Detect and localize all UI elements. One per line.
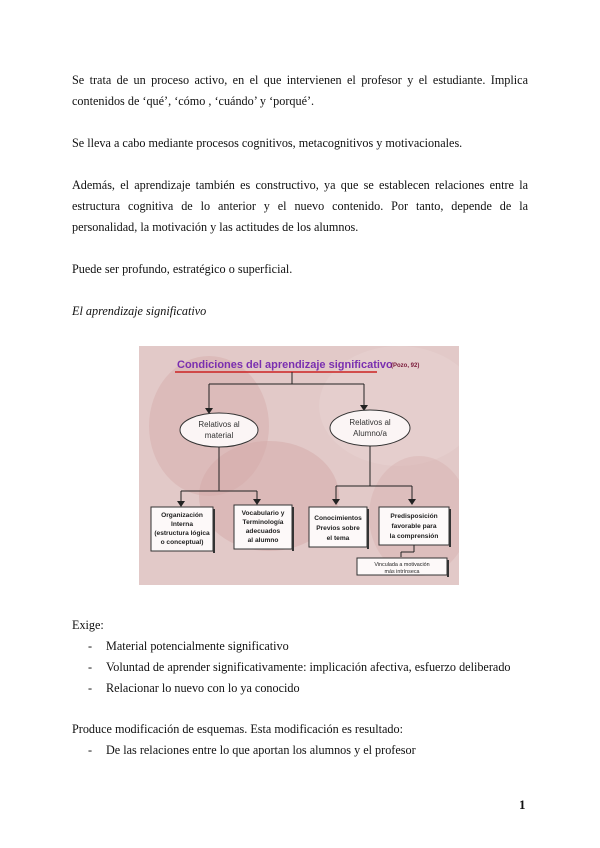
list-item — [88, 657, 511, 677]
list-item-text: De las relaciones entre lo que aportan los alumnos y el profesor — [106, 743, 416, 757]
bullet-dash: - — [88, 660, 93, 674]
bullet-dash: - — [88, 743, 93, 757]
box-predisposicion-line-1: Predisposición — [390, 513, 438, 520]
paragraph-4: Puede ser profundo, estratégico o superficial. — [72, 262, 293, 276]
paragraph-3-line-1: Además, el aprendizaje también es constructivo, ya que se establecen relaciones entre la — [72, 178, 528, 192]
list-item-text: Relacionar lo nuevo con lo ya conocido — [106, 681, 300, 695]
box-predisposicion-line-2: favorable para — [391, 523, 437, 530]
node-alumno-line-1: Relativos al — [349, 418, 391, 427]
node-material-line-2: material — [204, 431, 234, 440]
list-item-text: Voluntad de aprender significativamente: implicación afectiva, esfuerzo deliberado — [106, 660, 511, 674]
box-shadow — [292, 507, 294, 551]
paragraph-1-line-2: contenidos de ‘qué’, ‘cómo , ‘cuándo’ y ‘porqué’. — [72, 94, 315, 108]
box-vocabulario-line-4: al alumno — [247, 537, 279, 544]
node-alumno-line-2: Alumno/a — [353, 429, 387, 438]
box-conocimientos-line-1: Conocimientos — [314, 515, 362, 522]
list-item — [88, 678, 300, 698]
bullet-dash: - — [88, 681, 93, 695]
paragraph-1-line-1: Se trata de un proceso activo, en el que intervienen el profesor y el estudiante. Implica — [72, 73, 528, 87]
exige-label: Exige: — [72, 618, 104, 632]
node-material-line-1: Relativos al — [198, 420, 240, 429]
node-alumno — [330, 410, 410, 446]
box-organizacion-line-1: Organización — [161, 512, 203, 519]
box-shadow — [213, 509, 215, 553]
box-motivacion-line-1: Vinculada a motivación — [374, 562, 430, 568]
page-number: 1 — [519, 797, 526, 812]
arrow-head — [177, 501, 185, 507]
diagram-svg — [139, 346, 459, 585]
box-organizacion-line-2: Interna — [171, 521, 193, 528]
list-item — [88, 740, 416, 760]
paragraph-3-line-2: estructura cognitiva de lo anterior y el nuevo contenido. Por tanto, depende de la — [72, 199, 528, 213]
box-organizacion-line-4: o conceptual) — [160, 539, 204, 546]
node-material — [180, 413, 258, 447]
section-heading: El aprendizaje significativo — [72, 304, 207, 318]
box-organizacion-line-3: (estructura lógica — [154, 530, 210, 537]
diagram-figure — [139, 346, 459, 585]
list-item — [88, 636, 289, 656]
diagram-citation: (Pozo, 92) — [391, 363, 420, 369]
box-shadow — [447, 560, 449, 577]
box-conocimientos-line-3: el tema — [326, 535, 350, 542]
bullet-dash: - — [88, 639, 93, 653]
box-shadow — [449, 509, 451, 547]
box-motivacion-line-2: más intrínseca — [384, 569, 420, 575]
box-vocabulario-line-3: adecuados — [245, 528, 281, 535]
list-item-text: Material potencialmente significativo — [106, 639, 289, 653]
box-vocabulario-line-2: Terminología — [242, 519, 284, 526]
box-vocabulario-line-1: Vocabulario y — [241, 510, 285, 517]
box-shadow — [367, 509, 369, 549]
produce-label: Produce modificación de esquemas. Esta modificación es resultado: — [72, 722, 403, 736]
paragraph-2: Se lleva a cabo mediante procesos cognitivos, metacognitivos y motivacionales. — [72, 136, 463, 150]
box-predisposicion-line-3: la comprensión — [389, 533, 439, 540]
paragraph-3-line-3: personalidad, la motivación y las actitudes de los alumnos. — [72, 220, 359, 234]
box-conocimientos-line-2: Previos sobre — [316, 525, 360, 532]
diagram-title: Condiciones del aprendizaje significativo — [177, 359, 393, 371]
